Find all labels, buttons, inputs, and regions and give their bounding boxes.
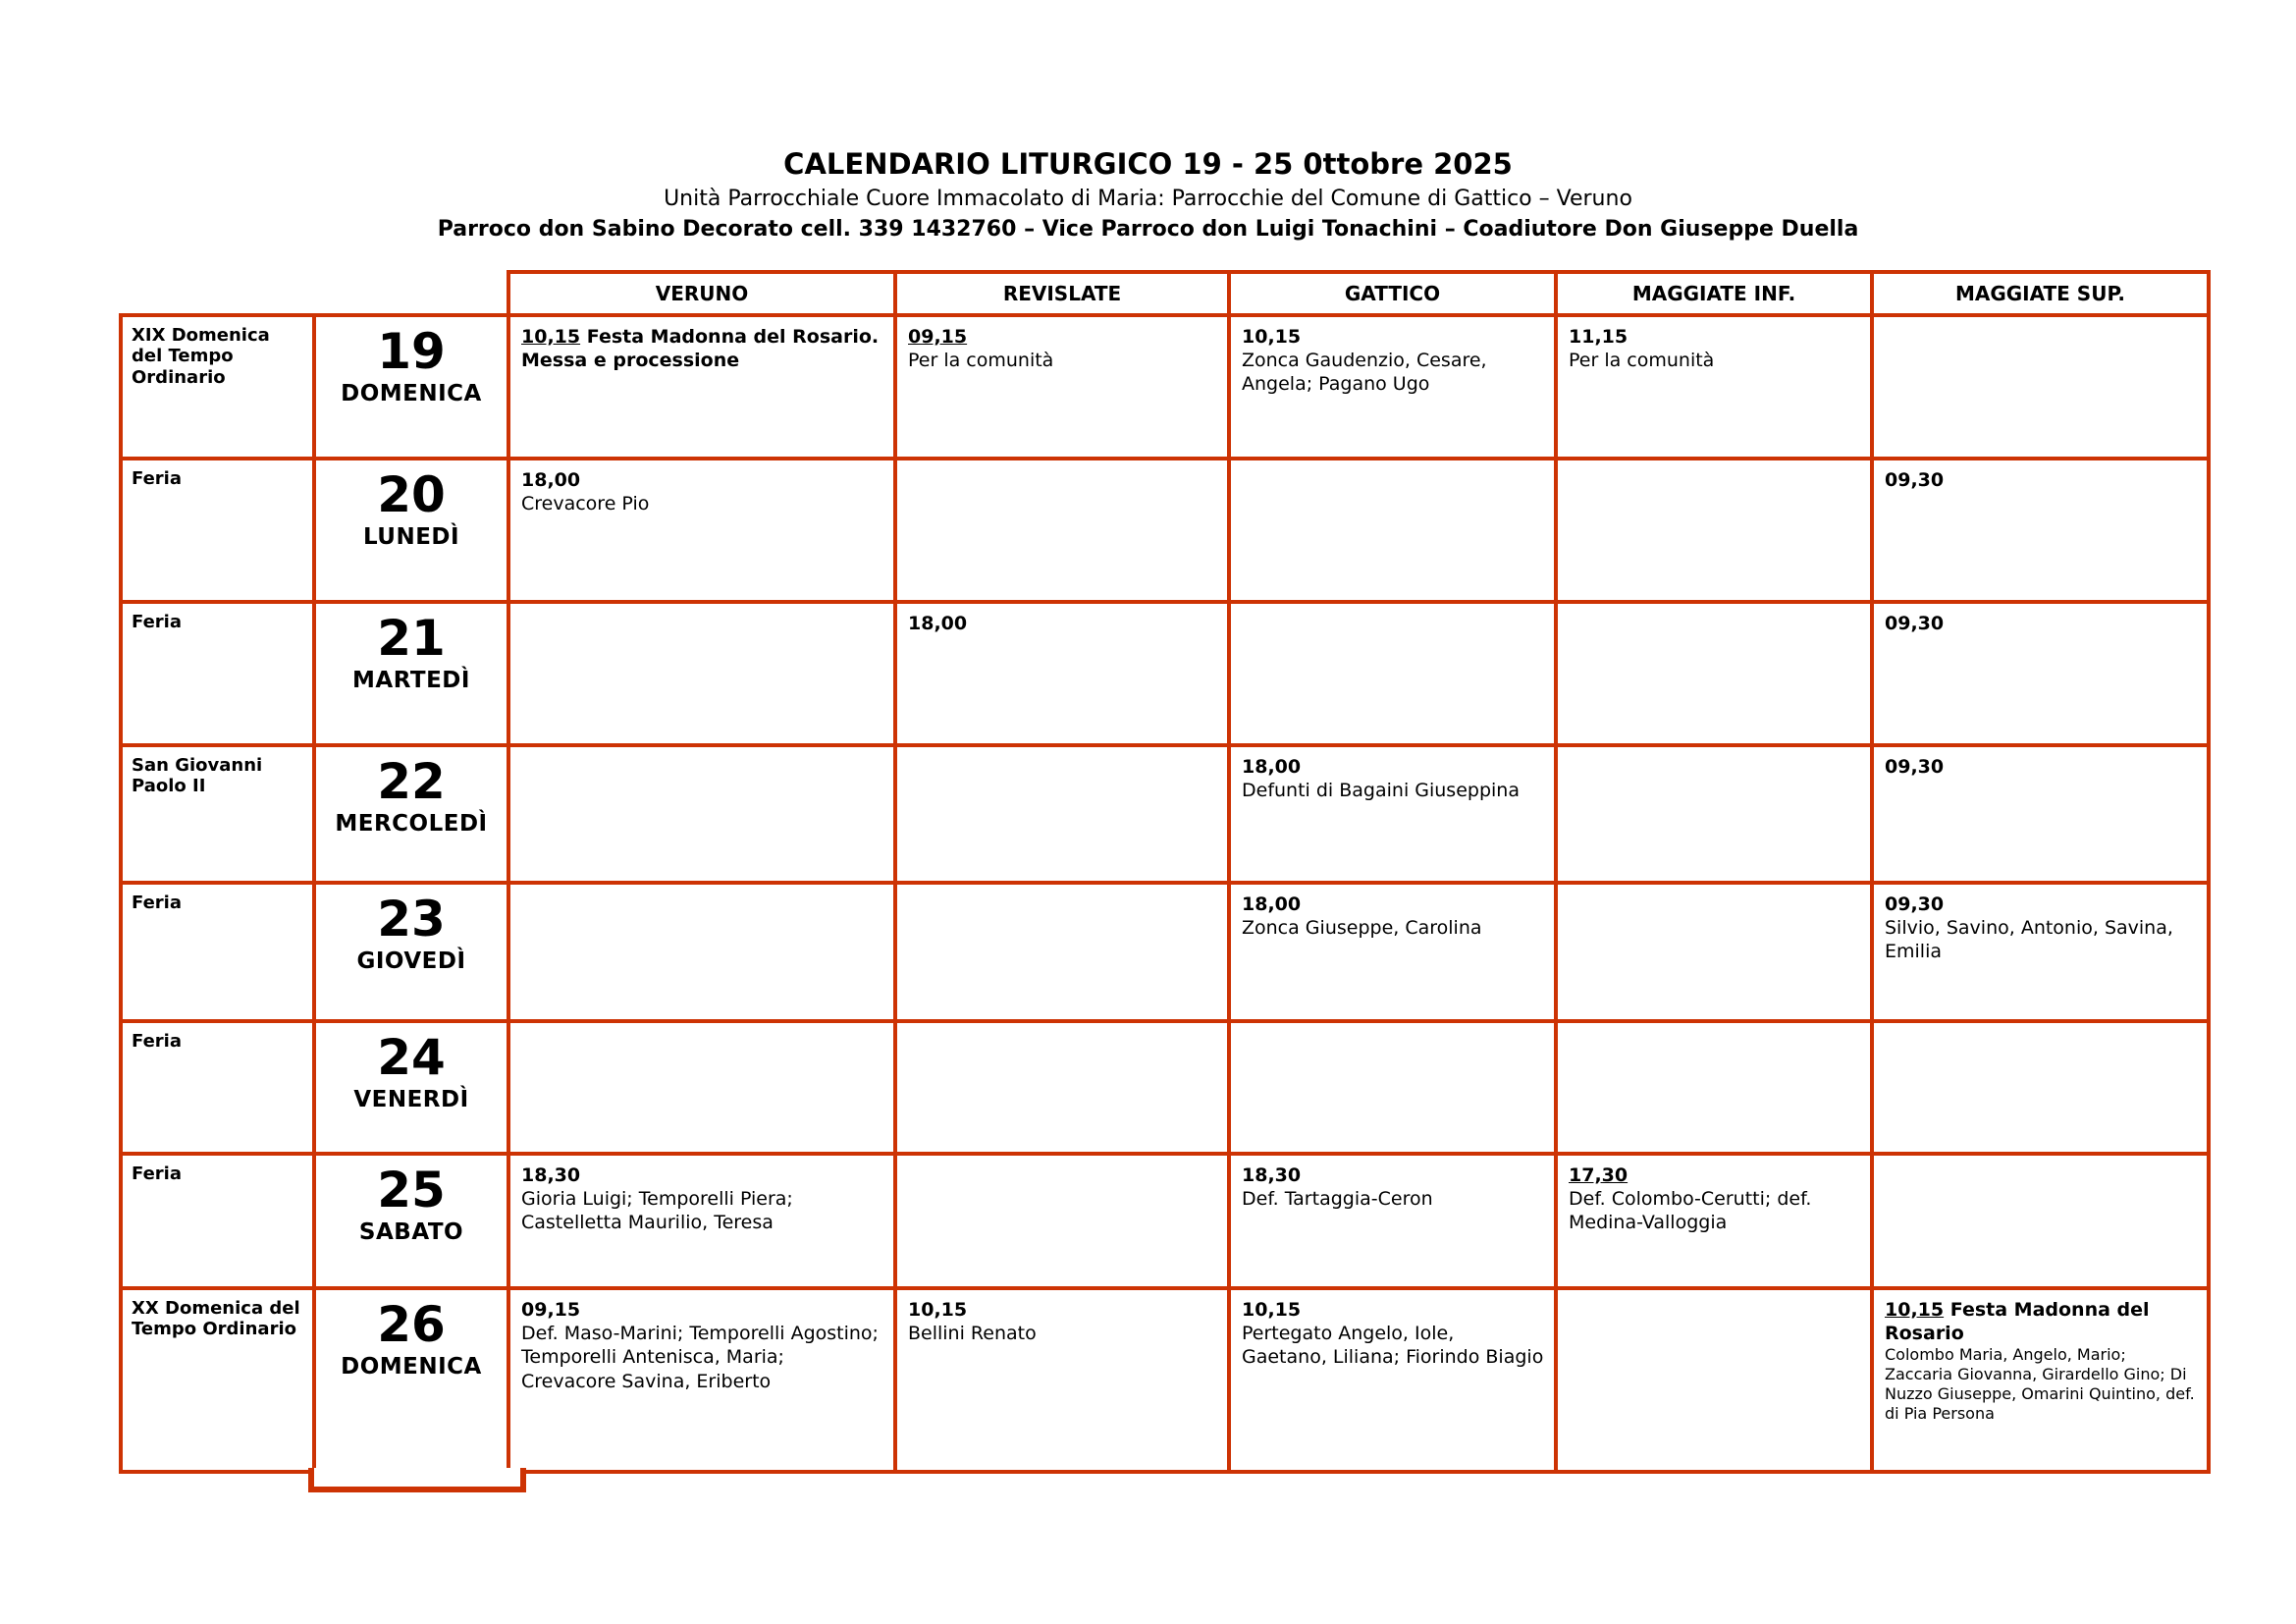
mass-cell-veruno [508,315,895,459]
mass-cell-veruno [508,883,895,1021]
calendar-row-26 [121,1288,2209,1472]
mass-time: 10,15 [1885,1298,1945,1321]
mass-cell-gattico [1229,883,1556,1021]
mass-cell-revislate [895,1288,1229,1472]
mass-time: 18,00 [908,612,968,634]
mass-cell-veruno [508,1021,895,1154]
mass-cell-revislate [895,883,1229,1021]
mass-cell-maggiate-inf [1556,883,1872,1021]
weekday-label: DOMENICA [341,1353,482,1380]
mass-time-line [1569,1164,1860,1187]
day-number: 19 [377,322,446,380]
clergy-line: Parroco don Sabino Decorato cell. 339 1432760 – Vice Parroco don Luigi Tonachini – Coadiutore Don Giuseppe Duella [437,217,1859,243]
mass-cell-maggiate-sup [1872,883,2209,1021]
mass-intentions: Def. Maso-Marini; Temporelli Agostino; Temporelli Antenisca, Maria; Crevacore Savina, Eriberto [521,1322,879,1392]
liturgical-calendar-table [119,270,2211,1474]
mass-time: 09,30 [1885,893,1945,915]
header-spacer [121,272,314,315]
mass-cell-maggiate-sup [1872,1021,2209,1154]
mass-cell-revislate [895,315,1229,459]
weekday-label: SABATO [358,1218,464,1245]
header-spacer [314,272,508,315]
weekday-label: LUNEDÌ [362,523,460,550]
mass-cell-maggiate-inf [1556,459,1872,602]
mass-cell-maggiate-sup [1872,315,2209,459]
date-cell [314,745,508,883]
mass-time-line [1242,755,1544,779]
mass-time-line [521,325,883,373]
mass-time-line [1885,612,2197,635]
day-number: 25 [377,1161,446,1218]
mass-cell-veruno [508,1288,895,1472]
mass-cell-gattico [1229,459,1556,602]
day-number: 24 [377,1028,446,1086]
day-number: 23 [377,890,446,947]
column-header-revislate: REVISLATE [895,272,1229,315]
mass-cell-maggiate-sup [1872,745,2209,883]
mass-cell-gattico [1229,1154,1556,1288]
mass-time: 17,30 [1569,1164,1629,1186]
mass-cell-gattico [1229,1288,1556,1472]
day-number: 22 [377,752,446,810]
mass-cell-revislate [895,1021,1229,1154]
mass-cell-veruno [508,459,895,602]
mass-cell-revislate [895,1154,1229,1288]
mass-intentions: Def. Tartaggia-Ceron [1242,1187,1433,1210]
liturgy-cell: Feria [121,1154,314,1288]
mass-time: 11,15 [1569,325,1629,348]
liturgy-cell: Feria [121,459,314,602]
mass-time-line [521,1298,883,1322]
liturgy-cell: Feria [121,883,314,1021]
mass-time-line [1242,325,1544,349]
mass-intentions: Crevacore Pio [521,492,650,514]
mass-time: 18,00 [521,468,581,491]
mass-cell-veruno [508,745,895,883]
mass-time: 10,15 [1242,325,1302,348]
mass-time: 09,30 [1885,612,1945,634]
mass-time: 18,30 [521,1164,581,1186]
mass-cell-maggiate-inf [1556,745,1872,883]
mass-intentions: Zonca Gaudenzio, Cesare, Angela; Pagano Ugo [1242,349,1487,396]
mass-time-line [1885,755,2197,779]
mass-time: 09,15 [908,325,968,348]
mass-time: 09,30 [1885,468,1945,491]
mass-cell-maggiate-inf [1556,1021,1872,1154]
mass-time-line [1242,1164,1544,1187]
liturgy-cell: San Giovanni Paolo II [121,745,314,883]
table-body [121,315,2209,1472]
mass-time: 18,00 [1242,893,1302,915]
mass-intentions: Silvio, Savino, Antonio, Savina, Emilia [1885,916,2173,963]
mass-time: 18,30 [1242,1164,1302,1186]
mass-time-line [521,468,883,492]
mass-intentions: Defunti di Bagaini Giuseppina [1242,779,1520,801]
mass-cell-maggiate-sup [1872,602,2209,745]
mass-cell-gattico [1229,745,1556,883]
mass-cell-gattico [1229,1021,1556,1154]
mass-cell-revislate [895,745,1229,883]
mass-time-line [1242,893,1544,916]
weekday-label: MARTEDÌ [352,667,470,693]
mass-cell-gattico [1229,315,1556,459]
mass-time-line [908,325,1217,349]
mass-intentions: Bellini Renato [908,1322,1037,1344]
calendar-table-wrapper [119,270,2296,1474]
mass-time: 09,30 [1885,755,1945,778]
day-number: 21 [377,609,446,667]
calendar-row-23 [121,883,2209,1021]
document-header [0,0,2296,244]
calendar-row-25 [121,1154,2209,1288]
mass-intentions: Per la comunità [908,349,1054,371]
mass-cell-maggiate-inf [1556,1154,1872,1288]
mass-title: Festa Madonna del Rosario. Messa e processione [521,325,880,371]
weekday-label: VENERDÌ [353,1086,469,1112]
mass-time-line [1885,468,2197,492]
mass-time: 18,00 [1242,755,1302,778]
column-header-maggiate-sup: MAGGIATE SUP. [1872,272,2209,315]
mass-cell-maggiate-inf [1556,315,1872,459]
calendar-row-24 [121,1021,2209,1154]
mass-intentions: Def. Colombo-Cerutti; def. Medina-Valloggia [1569,1187,1812,1234]
mass-cell-revislate [895,602,1229,745]
header-row [121,272,2209,315]
mass-intentions-small: Colombo Maria, Angelo, Mario; Zaccaria Giovanna, Girardello Gino; Di Nuzzo Giuseppe, Omarini Quintino, def. di Pia Persona [1885,1345,2195,1423]
calendar-row-20 [121,459,2209,602]
mass-time-line [908,1298,1217,1322]
day-number: 20 [377,465,446,523]
liturgy-cell: XIX Domenica del Tempo Ordinario [121,315,314,459]
page-title: CALENDARIO LITURGICO 19 - 25 0ttobre 2025 [783,147,1513,181]
mass-intentions: Zonca Giuseppe, Carolina [1242,916,1482,939]
mass-time-line [908,612,1217,635]
mass-cell-veruno [508,602,895,745]
mass-time: 10,15 [521,325,581,348]
liturgy-cell: Feria [121,1021,314,1154]
mass-time-line [1885,1298,2197,1346]
day-number: 26 [377,1295,446,1353]
column-header-veruno: VERUNO [508,272,895,315]
date-cell [314,459,508,602]
mass-title: Festa Madonna del Rosario [1885,1298,2150,1344]
weekday-label: DOMENICA [341,380,482,406]
calendar-row-22 [121,745,2209,883]
table-header [121,272,2209,315]
mass-cell-revislate [895,459,1229,602]
date-cell [314,883,508,1021]
mass-intentions: Per la comunità [1569,349,1715,371]
date-cell [314,1288,508,1472]
mass-time-line [1569,325,1860,349]
mass-cell-gattico [1229,602,1556,745]
mass-time: 09,15 [521,1298,581,1321]
mass-cell-maggiate-sup [1872,1154,2209,1288]
liturgy-cell: XX Domenica del Tempo Ordinario [121,1288,314,1472]
date-cell [314,602,508,745]
mass-intentions: Gioria Luigi; Temporelli Piera; Castelletta Maurilio, Teresa [521,1187,793,1234]
mass-cell-maggiate-sup [1872,1288,2209,1472]
column-header-maggiate-inf: MAGGIATE INF. [1556,272,1872,315]
mass-cell-veruno [508,1154,895,1288]
weekday-label: MERCOLEDÌ [335,810,488,837]
mass-time-line [521,1164,883,1187]
mass-time-line [1242,1298,1544,1322]
mass-cell-maggiate-inf [1556,602,1872,745]
mass-time: 10,15 [1242,1298,1302,1321]
date-cell [314,1021,508,1154]
date-cell [314,315,508,459]
mass-time: 10,15 [908,1298,968,1321]
column-header-gattico: GATTICO [1229,272,1556,315]
mass-intentions: Pertegato Angelo, Iole, Gaetano, Liliana; Fiorindo Biagio [1242,1322,1544,1369]
calendar-row-19 [121,315,2209,459]
weekday-label: GIOVEDÌ [356,947,466,974]
calendar-row-21 [121,602,2209,745]
mass-time-line [1885,893,2197,916]
mass-cell-maggiate-sup [1872,459,2209,602]
date-cell [314,1154,508,1288]
parish-subtitle: Unità Parrocchiale Cuore Immacolato di Maria: Parrocchie del Comune di Gattico – Veruno [664,186,1632,211]
mass-cell-maggiate-inf [1556,1288,1872,1472]
liturgy-cell: Feria [121,602,314,745]
